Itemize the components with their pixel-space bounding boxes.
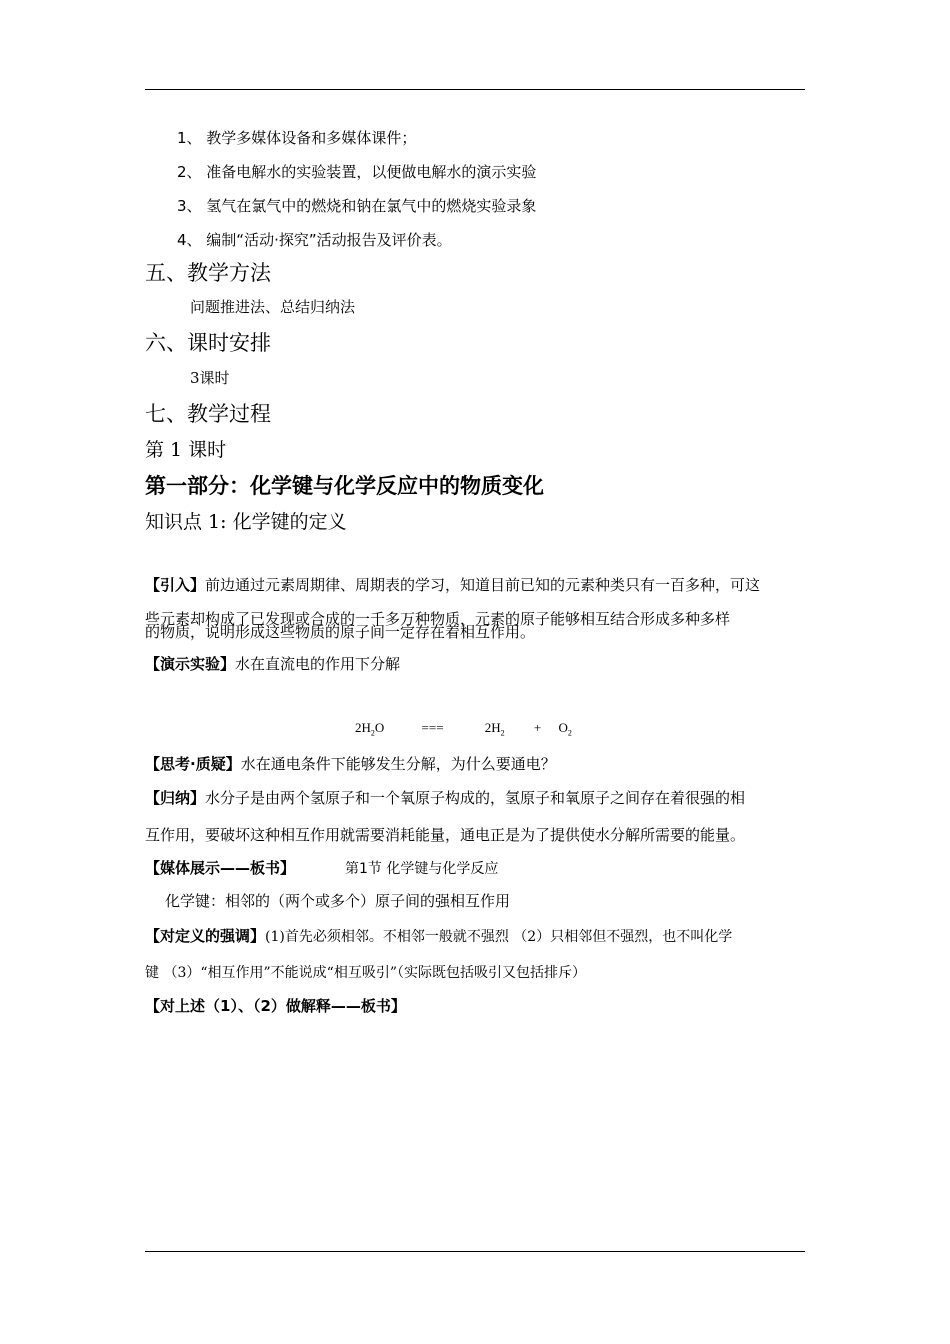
list-item: 1、 教学多媒体设备和多媒体课件； [177,129,417,147]
media-text: 第1节 化学键与化学反应 [345,861,499,877]
media-line [145,857,498,878]
emphasis-line: 键 （3）“相互作用”不能说成“相互吸引”（实际既包括吸引又包括排斥） [145,965,586,981]
part-title: 第一部分：化学键与化学反应中的物质变化 [145,474,544,498]
schedule-text: 3课时 [190,369,230,387]
section-heading-methods: 五、教学方法 [145,261,271,285]
section-heading-process: 七、教学过程 [145,402,271,426]
summary-tag: 【归纳】 [145,789,206,807]
think-text: 水在通电条件下能够发生分解，为什么要通电？ [240,755,556,773]
eq-product2: $O_2$ [558,720,572,738]
knowledge-point-title: 知识点 1: 化学键的定义 [145,511,347,533]
explain-tag: 【对上述（1）、（2）做解释——板书】 [145,997,406,1015]
list-item: 3、 氢气在氯气中的燃烧和钠在氯气中的燃烧实验录象 [177,197,537,215]
list-item: 4、 编制“活动·探究”活动报告及评价表。 [177,231,452,249]
section-heading-schedule: 六、课时安排 [145,331,271,355]
intro-line [145,574,760,595]
emphasis-text: (1)首先必须相邻。不相邻一般就不强烈 （2）只相邻但不强烈，也不叫化学 [265,929,733,945]
list-item: 2、 准备电解水的实验装置，以便做电解水的演示实验 [177,163,537,181]
lesson-title: 第 1 课时 [145,439,227,461]
summary-text: 水分子是由两个氢原子和一个氧原子构成的，氢原子和氧原子之间存在着很强的相 [205,789,746,807]
emphasis-tag: 【对定义的强调】 [145,927,266,945]
intro-line: 些元素却构成了已发现或合成的一千多万种物质，元素的原子能够相互结合形成多种多样 [145,610,731,628]
chemical-equation [355,720,572,738]
think-tag: 【思考·质疑】 [145,755,241,773]
demo-text: 水在直流电的作用下分解 [235,655,401,673]
intro-tag: 【引入】 [145,576,206,594]
header-rule [145,89,805,90]
footer-rule [145,1251,805,1252]
demo-tag: 【演示实验】 [145,655,236,673]
intro-line: 的物质，说明形成这些物质的原子间一定存在着相互作用。 [145,623,536,641]
eq-product1: $2H_2$ [484,720,505,738]
eq-reactant: $2H_2O$ [355,720,385,738]
definition-text: 化学键：相邻的（两个或多个）原子间的强相互作用 [165,892,511,910]
demo-line [145,653,400,674]
media-tag: 【媒体展示——板书】 [145,859,296,877]
summary-line: 互作用，要破坏这种相互作用就需要消耗能量，通电正是为了提供使水分解所需要的能量。 [145,826,746,844]
summary-line [145,787,745,808]
eq-plus: + [533,720,542,735]
eq-arrow: === [421,720,444,735]
emphasis-line [145,925,732,946]
methods-text: 问题推进法、总结归纳法 [190,298,356,316]
think-line [145,753,556,774]
intro-text: 前边通过元素周期律、周期表的学习，知道目前已知的元素种类只有一百多种，可这 [205,576,761,594]
